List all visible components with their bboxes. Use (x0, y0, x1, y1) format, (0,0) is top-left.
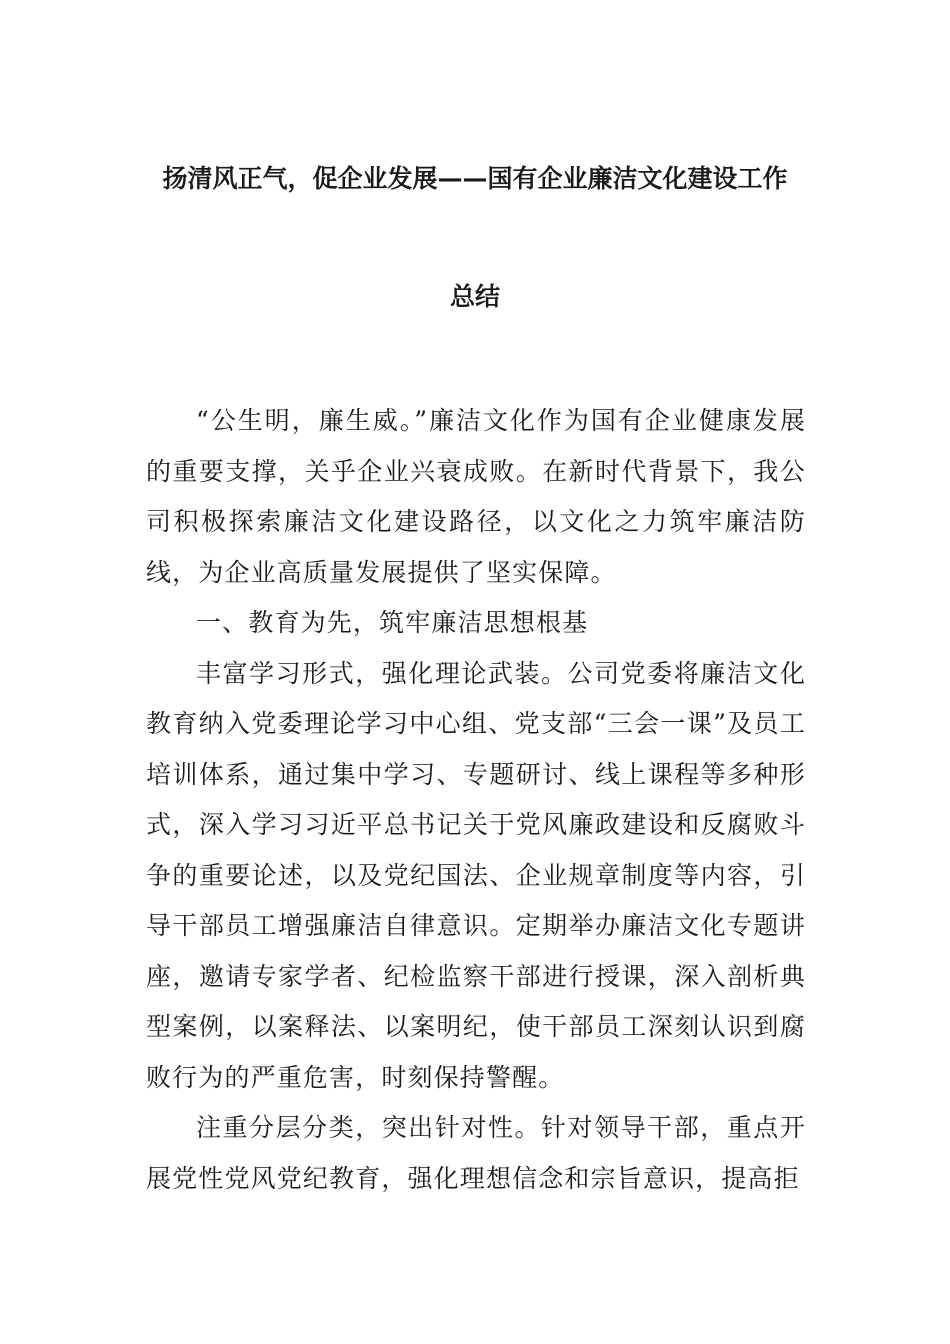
section-heading: 一、教育为先，筑牢廉洁思想根基 (196, 608, 589, 637)
body-paragraph: 丰富学习形式，强化理论武装。公司党委将廉洁文化教育纳入党委理论学习中心组、党支部“三会一课”及员工培训体系，通过集中学习、专题研讨、线上课程等多种形式，深入学习习近平总书记关于党风廉政建设和反腐败斗争的重要论述，以及党纪国法、企业规章制度等内容，引导干部员工增强廉洁自律意识。定期举办廉洁文化专题讲座，邀请专家学者、纪检监察干部进行授课，深入剖析典型案例，以案释法、以案明纪，使干部员工深刻认识到腐败行为的严重危害，时刻保持警醒。 (146, 658, 806, 1092)
intro-paragraph: “公生明，廉生威。”廉洁文化作为国有企业健康发展的重要支撑，关乎企业兴衰成败。在新时代背景下，我公司积极探索廉洁文化建设路径，以文化之力筑牢廉洁防线，为企业高质量发展提供了坚实保障。 (146, 406, 806, 587)
document-title-continued: 总结 (449, 282, 500, 311)
body-paragraph: 注重分层分类，突出针对性。针对领导干部，重点开展党性党风党纪教育，强化理想信念和宗旨意识，提高拒 (146, 1113, 806, 1193)
document-title: 扬清风正气，促企业发展——国有企业廉洁文化建设工作 (162, 164, 788, 193)
document-body (146, 396, 806, 1204)
